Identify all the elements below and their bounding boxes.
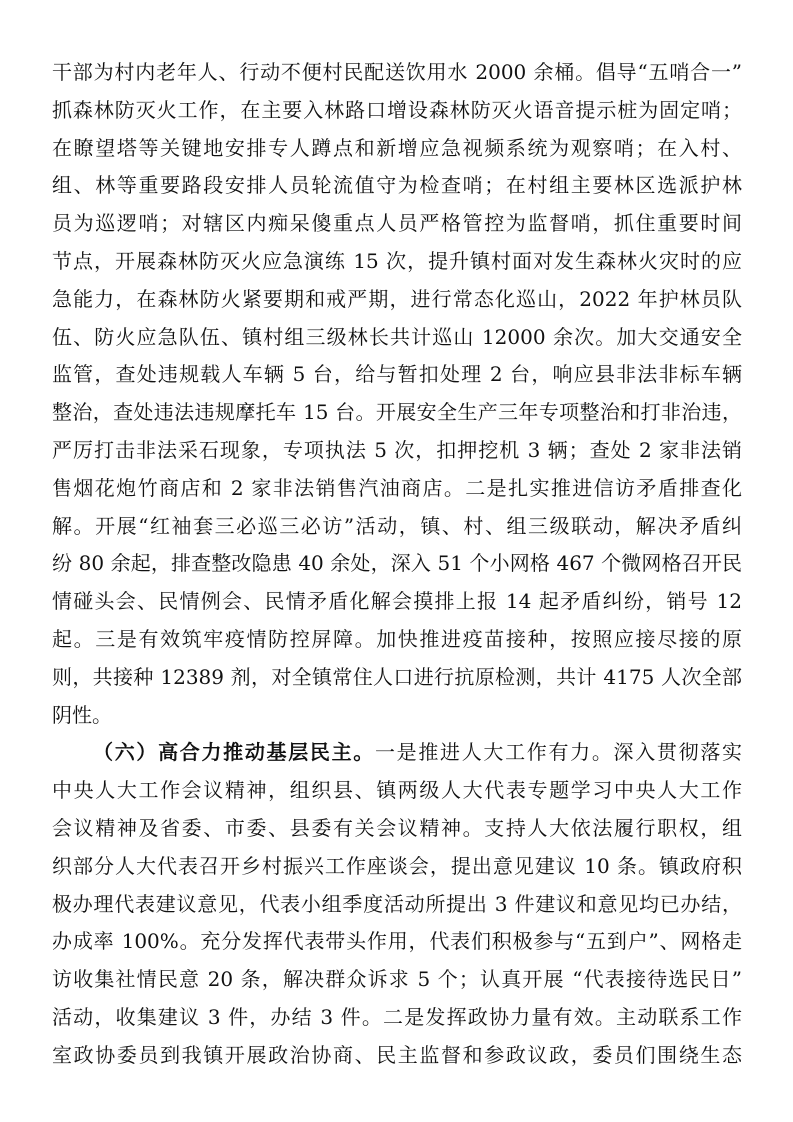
document-page	[52, 54, 742, 1075]
text-line: 则，共接种 12389 剂，对全镇常住人口进行抗原检测，共计 4175 人次全部	[52, 664, 742, 689]
text-line: 会议精神及省委、市委、县委有关会议精神。支持人大依法履行职权，组	[52, 815, 742, 840]
text-line: 极办理代表建议意见，代表小组季度活动所提出 3 件建议和意见均已办结，	[52, 891, 742, 916]
paragraph-democracy	[52, 734, 742, 1074]
text-line: 抓森林防灭火工作，在主要入林路口增设森林防灭火语音提示桩为固定哨；	[52, 97, 742, 122]
text-line: 活动，收集建议 3 件，办结 3 件。二是发挥政协力量有效。主动联系工作	[52, 1004, 742, 1029]
text-line: 干部为村内老年人、行动不便村民配送饮用水 2000 余桶。倡导“五哨合一”	[52, 60, 742, 84]
text-line: 中央人大工作会议精神，组织县、镇两级人大代表专题学习中央人大工作	[52, 778, 742, 803]
text-line: 监管，查处违规载人车辆 5 台，给与暂扣处理 2 台，响应县非法非标车辆	[52, 362, 742, 387]
text-line: 在瞭望塔等关键地安排专人蹲点和新增应急视频系统为观察哨；在入村、	[52, 135, 742, 160]
section-heading: （六）高合力推动基层民主。	[93, 740, 375, 765]
text-line: 室政协委员到我镇开展政治协商、民主监督和参政议政，委员们围绕生态	[52, 1042, 742, 1067]
text-line: 员为巡逻哨；对辖区内痴呆傻重点人员严格管控为监督哨，抓住重要时间	[52, 211, 742, 236]
text-line: 节点，开展森林防灭火应急演练 15 次，提升镇村面对发生森林火灾时的应	[52, 248, 742, 273]
text-line: 阴性。	[52, 702, 112, 727]
text-line: 织部分人大代表召开乡村振兴工作座谈会，提出意见建议 10 条。镇政府积	[52, 853, 742, 878]
text-line: 组、林等重要路段安排人员轮流值守为检查哨；在村组主要林区选派护林	[52, 173, 742, 198]
text-line: 伍、防火应急队伍、镇村组三级林长共计巡山 12000 余次。加大交通安全	[52, 324, 742, 349]
heading-line-text: 一是推进人大工作有力。深入贯彻落实	[374, 740, 742, 765]
text-line	[52, 734, 742, 772]
text-line: 访收集社情民意 20 条，解决群众诉求 5 个；认真开展 “代表接待选民日”	[52, 967, 742, 992]
paragraph-safety	[52, 54, 742, 734]
text-line: 售烟花炮竹商店和 2 家非法销售汽油商店。二是扎实推进信访矛盾排查化	[52, 475, 742, 500]
text-line: 起。三是有效筑牢疫情防控屏障。加快推进疫苗接种，按照应接尽接的原	[52, 626, 742, 651]
text-line: 解。开展“红袖套三必巡三必访”活动，镇、村、组三级联动，解决矛盾纠	[52, 513, 742, 538]
text-line: 急能力，在森林防火紧要期和戒严期，进行常态化巡山，2022 年护林员队	[52, 286, 742, 311]
text-line: 办成率 100%。充分发挥代表带头作用，代表们积极参与“五到户”、网格走	[52, 929, 742, 954]
text-line: 纷 80 余起，排查整改隐患 40 余处，深入 51 个小网格 467 个微网格召开民	[52, 551, 742, 576]
text-line: 情碰头会、民情例会、民情矛盾化解会摸排上报 14 起矛盾纠纷，销号 12	[52, 589, 742, 614]
text-line: 整治，查处违法违规摩托车 15 台。开展安全生产三年专项整治和打非治违，	[52, 400, 742, 425]
text-line: 严厉打击非法采石现象，专项执法 5 次，扣押挖机 3 辆；查处 2 家非法销	[52, 437, 742, 462]
